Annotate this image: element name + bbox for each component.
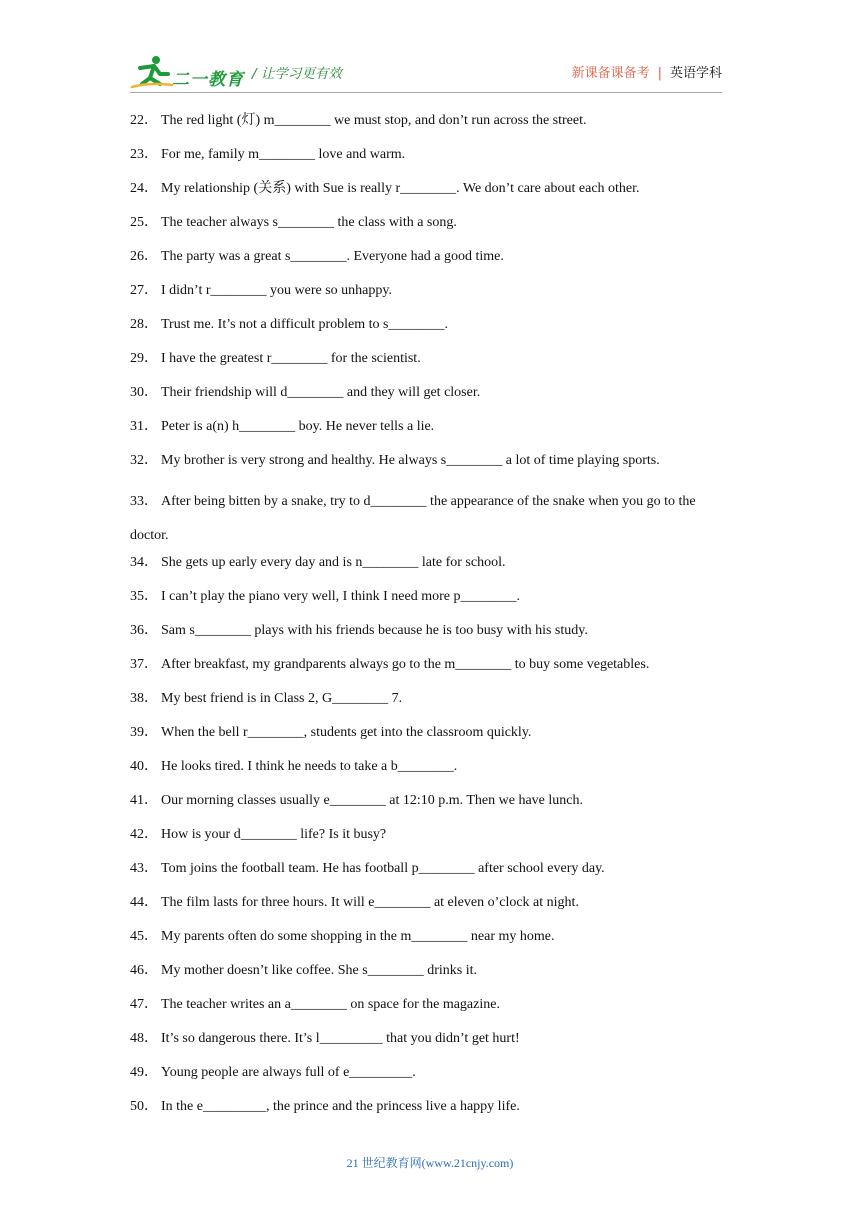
question-text: I can’t play the piano very well, I think I need more p________. [161,588,520,604]
question-item [130,927,730,961]
subject-name: 英语学科 [669,66,722,81]
question-item [130,349,730,383]
question-text: When the bell r________, students get into the classroom quickly. [161,724,532,740]
page-header [0,0,860,100]
question-text: He looks tired. I think he needs to take a b________. [161,758,458,774]
question-number: 48． [130,1030,158,1046]
question-number: 27． [130,283,158,298]
question-item [130,995,730,1029]
logo-text: 二一教育 [172,70,244,90]
question-number: 47． [130,996,158,1012]
question-text: Peter is a(n) h________ boy. He never tells a lie. [161,419,435,434]
question-number: 25． [130,215,158,230]
page-footer: 21 世纪教育网(www.21cnjy.com) [346,1156,514,1170]
question-item [130,383,730,417]
question-text: Young people are always full of e_________. [161,1064,416,1080]
question-text: Our morning classes usually e________ at 12:10 p.m. Then we have lunch. [161,792,583,808]
question-text: The red light (灯) m________ we must stop, and don’t run across the street. [161,113,587,128]
question-number: 32． [130,453,158,468]
question-item [130,621,730,655]
slogan: / 让学习更有效 [252,66,342,82]
question-item [130,655,730,689]
course-label: 新课备课备考 [571,66,650,81]
question-number: 49． [130,1064,158,1080]
question-item [130,723,730,757]
question-number: 23． [130,147,158,162]
runner-icon [130,54,174,90]
question-item [130,315,730,349]
header-divider [130,92,722,93]
question-text: After being bitten by a snake, try to d________ the appearance of the snake when you go to the doctor. [130,494,696,543]
question-item [130,553,730,587]
question-number: 30． [130,385,158,400]
question-text: Their friendship will d________ and they will get closer. [161,385,481,400]
question-item [130,1029,730,1063]
question-text: My best friend is in Class 2, G________ 7. [161,690,403,706]
question-text: The teacher always s________ the class with a song. [161,215,457,230]
question-number: 41． [130,792,158,808]
question-item [130,791,730,825]
question-text: It’s so dangerous there. It’s l_________ that you didn’t get hurt! [161,1030,520,1046]
question-text: I didn’t r________ you were so unhappy. [161,283,392,298]
question-number: 42． [130,826,158,842]
question-item [130,825,730,859]
question-number: 28． [130,317,158,332]
question-item [130,961,730,995]
subject-label [572,62,722,81]
question-text: My relationship (关系) with Sue is really r________. We don’t care about each other. [161,181,640,196]
brand-logo [130,54,250,90]
question-number: 39． [130,724,158,740]
question-number: 34． [130,554,158,570]
question-item [130,213,730,247]
question-number: 26． [130,249,158,264]
question-number: 38． [130,690,158,706]
question-item [130,145,730,179]
question-item [130,417,730,451]
question-text: The party was a great s________. Everyone had a good time. [161,249,504,264]
question-number: 46． [130,962,158,978]
question-item [130,757,730,791]
question-text: My brother is very strong and healthy. He always s________ a lot of time playing sports. [161,453,660,468]
question-number: 29． [130,351,158,366]
question-number: 33． [130,494,158,509]
question-item [130,451,730,485]
question-text: My mother doesn’t like coffee. She s________ drinks it. [161,962,477,978]
question-item [130,179,730,213]
question-item [130,485,730,553]
question-number: 22． [130,113,158,128]
question-text: She gets up early every day and is n________ late for school. [161,554,506,570]
question-item [130,893,730,927]
question-text: My parents often do some shopping in the m________ near my home. [161,928,555,944]
question-item [130,587,730,621]
question-text: The teacher writes an a________ on space for the magazine. [161,996,500,1012]
question-item [130,281,730,315]
question-number: 43． [130,860,158,876]
question-list [130,111,730,1131]
question-item [130,689,730,723]
question-item [130,111,730,145]
question-number: 45． [130,928,158,944]
question-text: Sam s________ plays with his friends because he is too busy with his study. [161,622,588,638]
question-number: 31． [130,419,158,434]
question-item [130,1097,730,1131]
question-number: 50． [130,1098,158,1114]
question-text: The film lasts for three hours. It will e________ at eleven o’clock at night. [161,894,579,910]
header-separator: | [657,66,662,81]
question-number: 36． [130,622,158,638]
question-number: 24． [130,181,158,196]
question-item [130,247,730,281]
question-number: 40． [130,758,158,774]
question-text: For me, family m________ love and warm. [161,147,406,162]
question-item [130,1063,730,1097]
question-number: 37． [130,656,158,672]
question-text: How is your d________ life? Is it busy? [161,826,387,842]
question-text: After breakfast, my grandparents always go to the m________ to buy some vegetables. [161,656,650,672]
question-text: I have the greatest r________ for the scientist. [161,351,421,366]
question-text: Trust me. It’s not a difficult problem to s________. [161,317,448,332]
question-number: 44． [130,894,158,910]
question-number: 35． [130,588,158,604]
question-item [130,859,730,893]
question-text: Tom joins the football team. He has football p________ after school every day. [161,860,605,876]
question-text: In the e_________, the prince and the princess live a happy life. [161,1098,520,1114]
